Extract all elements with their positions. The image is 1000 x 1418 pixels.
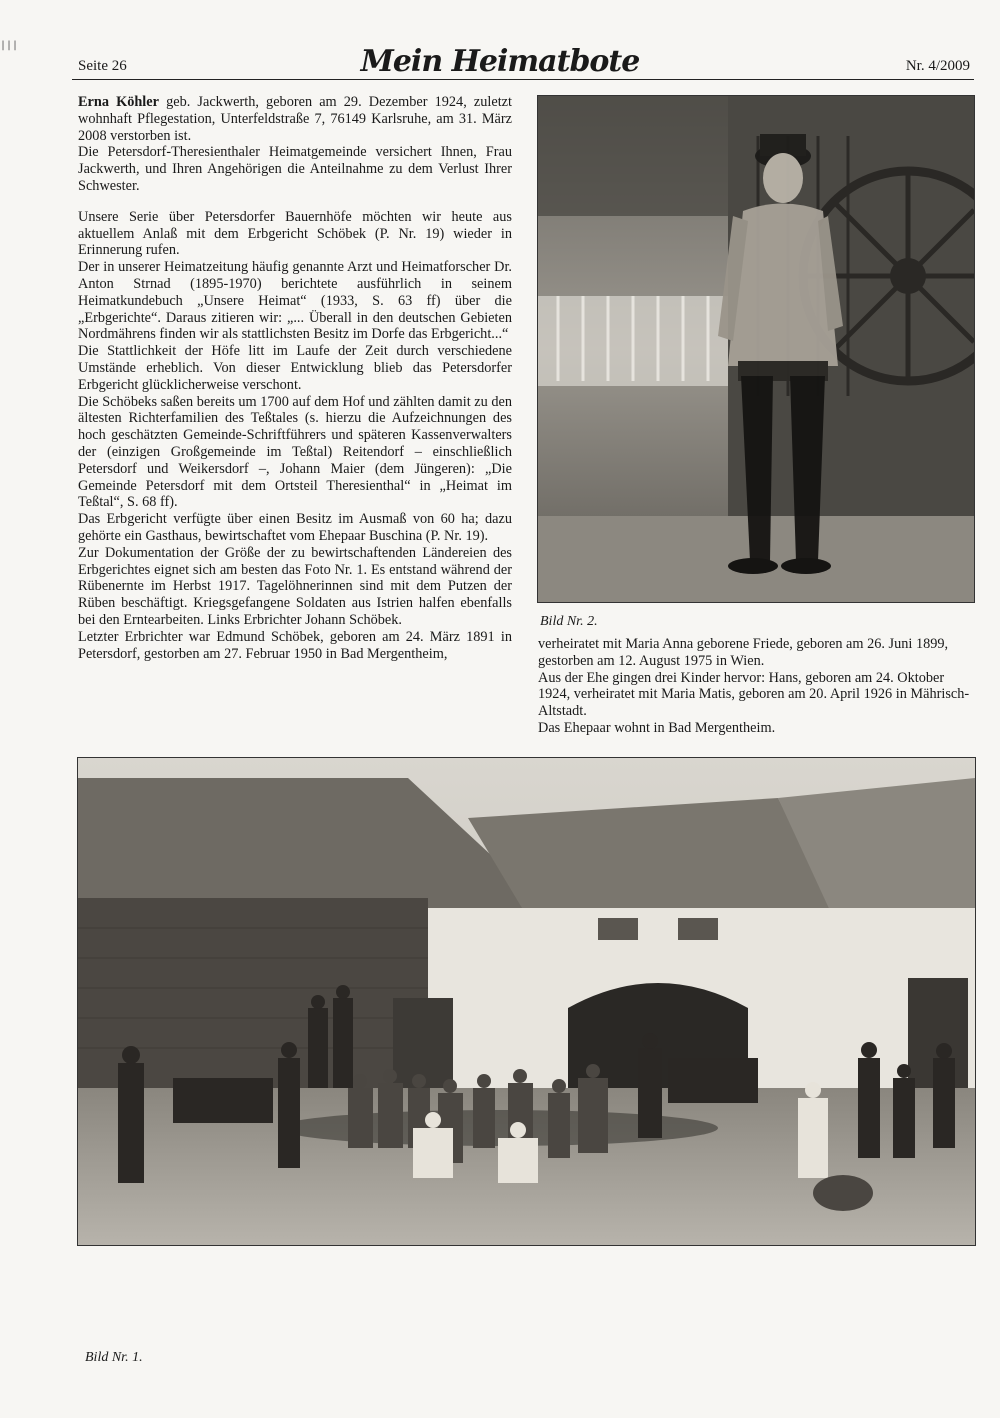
article-paragraph-1: Unsere Serie über Petersdorfer Bauernhöfe möchten wir heute aus aktuellem Anlaß mit dem Erbgericht Schöbek (P. Nr. 19) wieder in Erinnerung rufen. [78, 208, 512, 259]
article-paragraph-2: Der in unserer Heimatzeitung häufig genannte Arzt und Heimatforscher Dr. Anton Strnad (1895-1970) berichtete ausführlich in seinem Heimatkundebuch „Unsere Heimat“ (1933, S. 63 ff) über die „Erbgerichte“. Daraus zitieren wir: „... Überall in den deutschen Gebieten Nordmährens finden wir als stattlichsten Besitz im Dorfe das Erbgericht...“ [78, 259, 512, 343]
right-paragraph-3: Das Ehepaar wohnt in Bad Mergentheim. [538, 719, 776, 736]
right-paragraph-2: Aus der Ehe gingen drei Kinder hervor: Hans, geboren am 24. Oktober 1924, verheiratet mit Maria Matis, geboren am 20. April 1926 in Mährisch-Altstadt. [538, 669, 970, 720]
header-divider [72, 79, 974, 80]
article-paragraph-6: Zur Dokumentation der Größe der zu bewirtschaftenden Ländereien des Erbgerichtes eignet sich am besten das Foto Nr. 1. Es entstand während der Rübenernte im Herbst 1917. Tagelöhnerinnen sind mit dem Putzen der Rüben beschäftigt. Kriegsgefangene Soldaten aus Istrien halfen ebenfalls bei den Erntearbeiten. Links Erbrichter Johann Schöbek. [78, 544, 512, 628]
article-paragraph-7: Letzter Erbrichter war Edmund Schöbek, geboren am 24. März 1891 in Petersdorf, gestorben am 27. Februar 1950 in Bad Mergentheim, [78, 628, 512, 662]
photo-farmyard-harvest [77, 757, 976, 1246]
right-paragraph-1: verheiratet mit Maria Anna geborene Friede, geboren am 26. Juni 1899, gestorben am 12. August 1975 in Wien. [538, 636, 949, 669]
obituary-name: Erna Köhler [78, 94, 159, 110]
scan-edge-mark: ||| [0, 40, 19, 51]
photo-uniformed-man [537, 95, 975, 603]
caption-photo-2: Bild Nr. 2. [540, 614, 598, 629]
condolence-paragraph: Die Petersdorf-Theresienthaler Heimatgemeinde versichert Ihnen, Frau Jackwerth, und Ihren Angehörigen die Anteilnahme zu dem Verlust Ihrer Schwester. [78, 144, 512, 194]
left-text-column [78, 94, 512, 662]
page-number: Seite 26 [78, 58, 127, 74]
masthead-logo: Mein Heimatbote [360, 44, 640, 79]
obituary-text: geb. Jackwerth, geboren am 29. Dezember 1924, zuletzt wohnhaft Pflegestation, Unterfeldstraße 7, 76149 Karlsruhe, am 31. März 2008 verstorben ist. [78, 94, 512, 144]
issue-number: Nr. 4/2009 [905, 58, 970, 74]
right-text-column [538, 636, 972, 737]
article-paragraph-3: Die Stattlichkeit der Höfe litt im Laufe der Zeit durch verschiedene Umstände erheblich. Von dieser Entwicklung blieb das Petersdorfer Erbgericht glücklicherweise verschont. [78, 343, 512, 393]
caption-photo-1: Bild Nr. 1. [85, 1350, 143, 1365]
article-paragraph-5: Das Erbgericht verfügte über einen Besitz im Ausmaß von 60 ha; dazu gehörte ein Gasthaus, bewirtschaftet vom Ehepaar Buschina (P. Nr. 19). [78, 511, 512, 544]
obituary-paragraph [78, 94, 512, 144]
article-paragraph-4: Die Schöbeks saßen bereits um 1700 auf dem Hof und zählten damit zu den ältesten Richterfamilien des Teßtales (s. hierzu die Aufzeichnungen des hoch geschätzten Gemeinde-Schriftführers und späteren Kassenverwalters der (einzigen Großgemeinde im Teßtal) Reitendorf – einschließlich Petersdorf und Weikersdorf –, Johann Maier (dem Jüngeren): „Die Gemeinde Petersdorf mit dem Ortsteil Theresienthal“ in „Heimat im Teßtal“, S. 68 ff). [78, 393, 512, 511]
